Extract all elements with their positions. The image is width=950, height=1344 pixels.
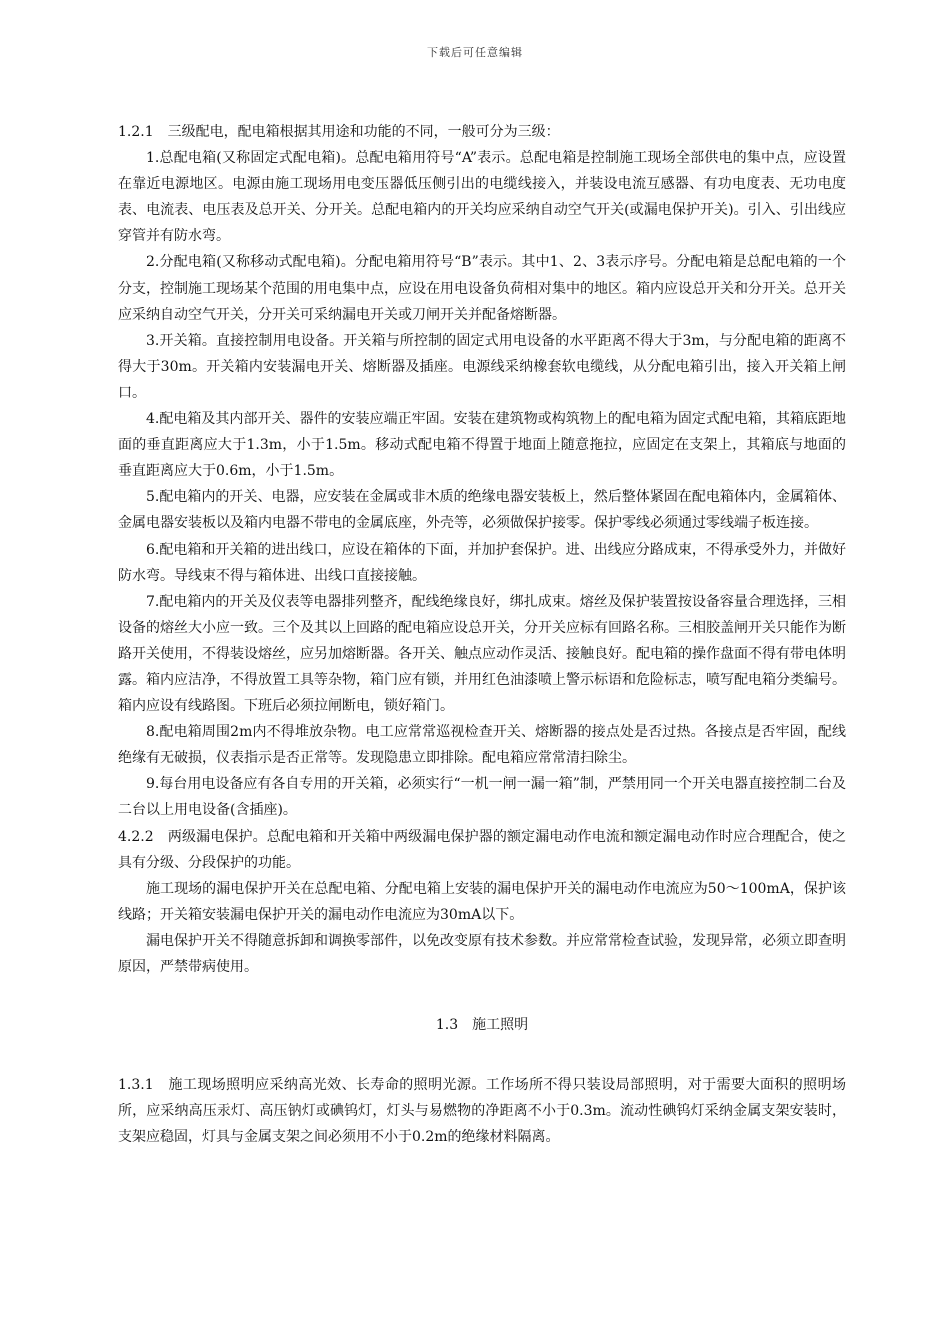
section-title: 1.3 施工照明 [435,1017,529,1034]
paragraph-item-4: 4.配电箱及其内部开关、器件的安装应端正牢固。安装在建筑物或构筑物上的配电箱为固定式配电箱，其箱底距地面的垂直距离应大于1.3m，小于1.5m。移动式配电箱不得置于地面上随意拖拉，应固定在支架上，其箱底与地面的垂直距离应大于0.6m，小于1.5m。 [118,411,846,480]
paragraph-item-8: 8.配电箱周围2m内不得堆放杂物。电工应常常巡视检查开关、熔断器的接点处是否过热。各接点是否牢固，配线绝缘有无破损，仪表指示是否正常等。发现隐患立即排除。配电箱应常常清扫除尘。 [118,724,846,767]
paragraph-4-2-2: 4.2.2 两级漏电保护。总配电箱和开关箱中两级漏电保护器的额定漏电动作电流和额定漏电动作时应合理配合，使之具有分级、分段保护的功能。 [118,828,846,871]
document-body [118,119,846,1150]
paragraph-item-5: 5.配电箱内的开关、电器，应安装在金属或非木质的绝缘电器安装板上，然后整体紧固在配电箱体内，金属箱体、金属电器安装板以及箱内电器不带电的金属底座，外壳等，必须做保护接零。保护零线必须通过零线端子板连接。 [118,489,846,532]
paragraph-item-9: 9.每台用电设备应有各自专用的开关箱，必须实行“一机一闸一漏一箱”制，严禁用同一个开关电器直接控制二台及二台以上用电设备(含插座)。 [118,776,846,819]
paragraph-item-1: 1.总配电箱(又称固定式配电箱)。总配电箱用符号“A”表示。总配电箱是控制施工现场全部供电的集中点，应设置在靠近电源地区。电源由施工现场用电变压器低压侧引出的电缆线接入，并装设电流互感器、有功电度表、无功电度表、电流表、电压表及总开关、分开关。总配电箱内的开关均应采纳自动空气开关(或漏电保护开关)。引入、引出线应穿管并有防水弯。 [118,150,846,245]
paragraph-1-3-1: 1.3.1 施工现场照明应采纳高光效、长寿命的照明光源。工作场所不得只装设局部照明，对于需要大面积的照明场所，应采纳高压汞灯、高压钠灯或碘钨灯，灯头与易燃物的净距离不小于0.3m。流动性碘钨灯采纳金属支架安装时，支架应稳固，灯具与金属支架之间必须用不小于0.2m的绝缘材料隔离。 [118,1077,846,1146]
paragraph-item-7: 7.配电箱内的开关及仪表等电器排列整齐，配线绝缘良好，绑扎成束。熔丝及保护装置按设备容量合理选择，三相设备的熔丝大小应一致。三个及其以上回路的配电箱应设总开关，分开关应标有回路名称。三相胶盖闸开关只能作为断路开关使用，不得装设熔丝，应另加熔断器。各开关、触点应动作灵活、接触良好。配电箱的操作盘面不得有带电体明露。箱内应洁净，不得放置工具等杂物，箱门应有锁，并用红色油漆喷上警示标语和危险标志，喷写配电箱分类编号。箱内应设有线路图。下班后必须拉闸断电，锁好箱门。 [118,593,846,715]
paragraph-item-3: 3.开关箱。直接控制用电设备。开关箱与所控制的固定式用电设备的水平距离不得大于3m，与分配电箱的距离不得大于30m。开关箱内安装漏电开关、熔断器及插座。电源线采纳橡套软电缆线，从分配电箱引出，接入开关箱上闸口。 [118,332,846,401]
paragraph-item-2: 2.分配电箱(又称移动式配电箱)。分配电箱用符号“B”表示。其中1、2、3表示序号。分配电箱是总配电箱的一个分支，控制施工现场某个范围的用电集中点，应设在用电设备负荷相对集中的地区。箱内应设总开关和分开关。总开关应采纳自动空气开关，分开关可采纳漏电开关或刀闸开关并配备熔断器。 [118,254,846,323]
paragraph-leakage-current: 施工现场的漏电保护开关在总配电箱、分配电箱上安装的漏电保护开关的漏电动作电流应为50～100mA，保护该线路；开关箱安装漏电保护开关的漏电动作电流应为30mA以下。 [118,880,846,923]
paragraph-leakage-maintenance: 漏电保护开关不得随意拆卸和调换零部件，以免改变原有技术参数。并应常常检查试验，发现异常，必须立即查明原因，严禁带病使用。 [118,932,846,975]
paragraph-item-6: 6.配电箱和开关箱的进出线口，应设在箱体的下面，并加护套保护。进、出线应分路成束，不得承受外力，并做好防水弯。导线束不得与箱体进、出线口直接接触。 [118,541,846,584]
page-header-note: 下载后可任意编辑 [427,46,523,59]
paragraph-1-2-1: 1.2.1 三级配电，配电箱根据其用途和功能的不同，一般可分为三级： [118,124,560,140]
